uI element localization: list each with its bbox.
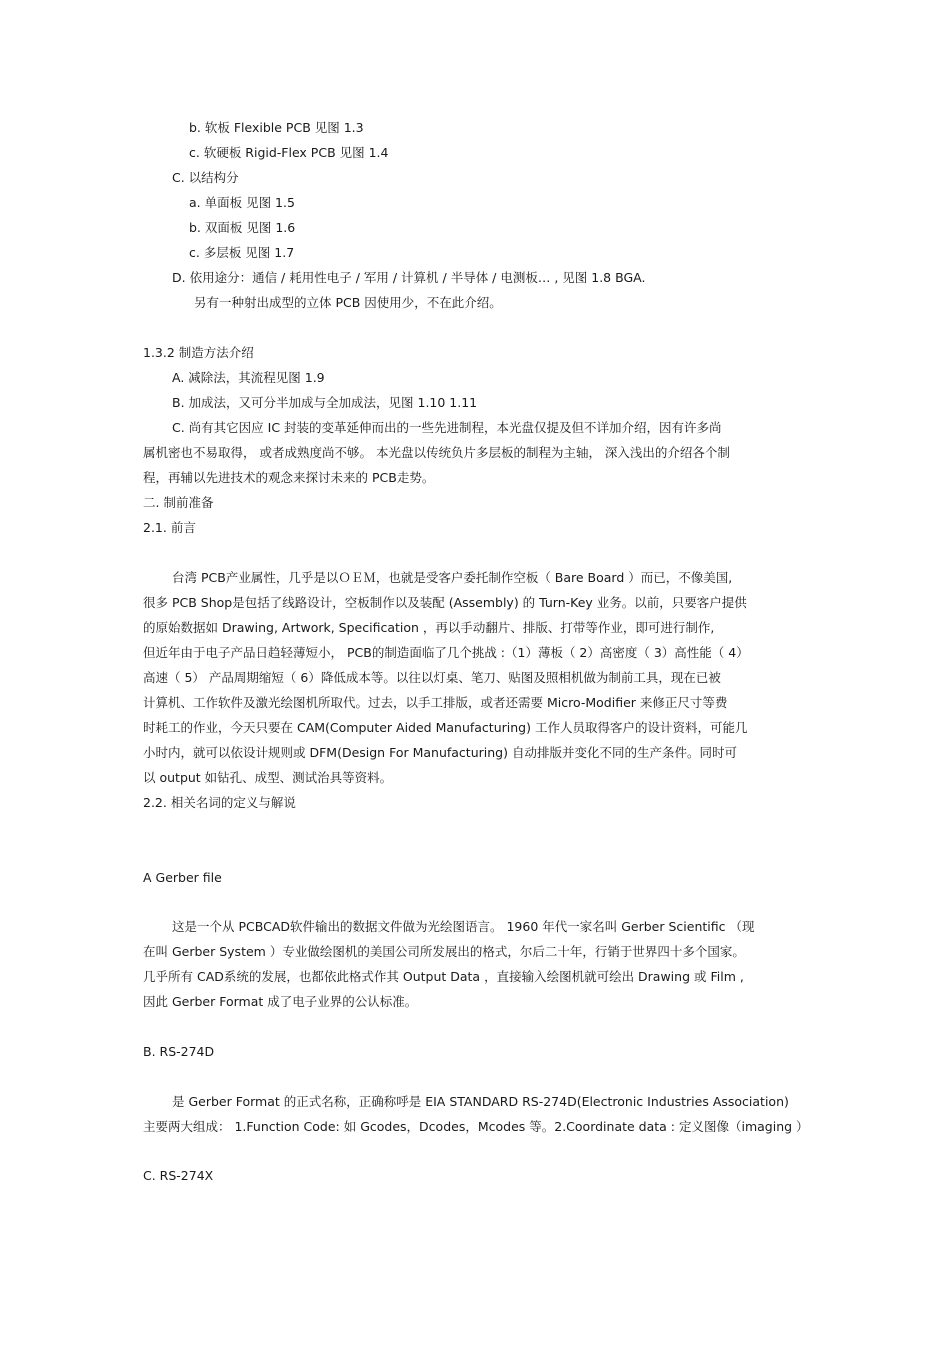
- gerber-paragraph-line-3: 几乎所有 CAD系统的发展，也都依此格式作其 Output Data ，直接输入绘图机就可绘出 Drawing 或 Film ,: [143, 969, 744, 984]
- intro-paragraph-line-1: 台湾 PCB产业属性，几乎是以ＯＥＭ，也就是受客户委托制作空板（ Bare Board ）而已，不像美国,: [172, 570, 733, 585]
- heading-by-structure: C. 以结构分: [172, 170, 239, 185]
- item-flexible-pcb: b. 软板 Flexible PCB 见图 1.3: [189, 120, 364, 135]
- intro-paragraph-line-4: 但近年由于电子产品日趋轻薄短小， PCB的制造面临了几个挑战 :（1）薄板（ 2）高密度（ 3）高性能（ 4）: [143, 645, 749, 660]
- heading-2-1: 2.1. 前言: [143, 520, 196, 535]
- intro-paragraph-line-3: 的原始数据如 Drawing, Artwork, Specification ，再以手动翻片、排版、打带等作业，即可进行制作,: [143, 620, 715, 635]
- chapter-2-heading: 二. 制前准备: [143, 495, 214, 510]
- gerber-paragraph-line-1: 这是一个从 PCBCAD软件输出的数据文件做为光绘图语言。 1960 年代一家名叫 Gerber Scientific （现: [172, 919, 755, 934]
- item-double-sided: b. 双面板 见图 1.6: [189, 220, 296, 235]
- item-other-line-3: 程，再辅以先进技术的观念来探讨未来的 PCB走势。: [143, 470, 435, 485]
- item-other-line-2: 属机密也不易取得， 或者成熟度尚不够。 本光盘以传统负片多层板的制程为主轴， 深入浅出的介绍各个制: [143, 445, 730, 460]
- heading-rs-274x: C. RS-274X: [143, 1168, 214, 1183]
- item-other-line-1: C. 尚有其它因应 IC 封装的变革延伸而出的一些先进制程，本光盘仅提及但不详加介绍，因有许多尚: [172, 420, 722, 435]
- rs274d-paragraph-line-2: 主要两大组成： 1.Function Code: 如 Gcodes，Dcodes，Mcodes 等。2.Coordinate data : 定义图像（imaging ）: [143, 1119, 809, 1134]
- intro-paragraph-line-5: 高速（ 5） 产品周期缩短（ 6）降低成本等。以往以灯桌、笔刀、贴图及照相机做为制前工具，现在已被: [143, 670, 721, 685]
- item-rigid-flex-pcb: c. 软硬板 Rigid-Flex PCB 见图 1.4: [189, 145, 389, 160]
- item-by-usage-note: 另有一种射出成型的立体 PCB 因使用少，不在此介绍。: [194, 295, 502, 310]
- intro-paragraph-line-6: 计算机、工作软件及激光绘图机所取代。过去，以手工排版，或者还需要 Micro-Modifier 来修正尺寸等费: [143, 695, 728, 710]
- heading-rs-274d: B. RS-274D: [143, 1044, 215, 1059]
- item-subtractive: A. 减除法，其流程见图 1.9: [172, 370, 325, 385]
- intro-paragraph-line-9: 以 output 如钻孔、成型、测试治具等资料。: [143, 770, 393, 785]
- rs274d-paragraph-line-1: 是 Gerber Format 的正式名称，正确称呼是 EIA STANDARD RS-274D(Electronic Industries Association): [172, 1094, 789, 1109]
- gerber-paragraph-line-4: 因此 Gerber Format 成了电子业界的公认标准。: [143, 994, 418, 1009]
- intro-paragraph-line-2: 很多 PCB Shop是包括了线路设计，空板制作以及装配 (Assembly) 的 Turn-Key 业务。以前，只要客户提供: [143, 595, 747, 610]
- item-single-sided: a. 单面板 见图 1.5: [189, 195, 295, 210]
- heading-1-3-2: 1.3.2 制造方法介绍: [143, 345, 254, 360]
- intro-paragraph-line-7: 时耗工的作业，今天只要在 CAM(Computer Aided Manufacturing) 工作人员取得客户的设计资料，可能几: [143, 720, 748, 735]
- item-additive: B. 加成法，又可分半加成与全加成法，见图 1.10 1.11: [172, 395, 478, 410]
- item-multilayer: c. 多层板 见图 1.7: [189, 245, 295, 260]
- intro-paragraph-line-8: 小时内，就可以依设计规则或 DFM(Design For Manufacturing) 自动排版并变化不同的生产条件。同时可: [143, 745, 737, 760]
- item-by-usage: D. 依用途分：通信 / 耗用性电子 / 军用 / 计算机 / 半导体 / 电测板… , 见图 1.8 BGA.: [172, 270, 646, 285]
- heading-gerber-file: A Gerber file: [143, 870, 222, 885]
- gerber-paragraph-line-2: 在叫 Gerber System ）专业做绘图机的美国公司所发展出的格式，尔后二十年，行销于世界四十多个国家。: [143, 944, 745, 959]
- heading-2-2: 2.2. 相关名词的定义与解说: [143, 795, 296, 810]
